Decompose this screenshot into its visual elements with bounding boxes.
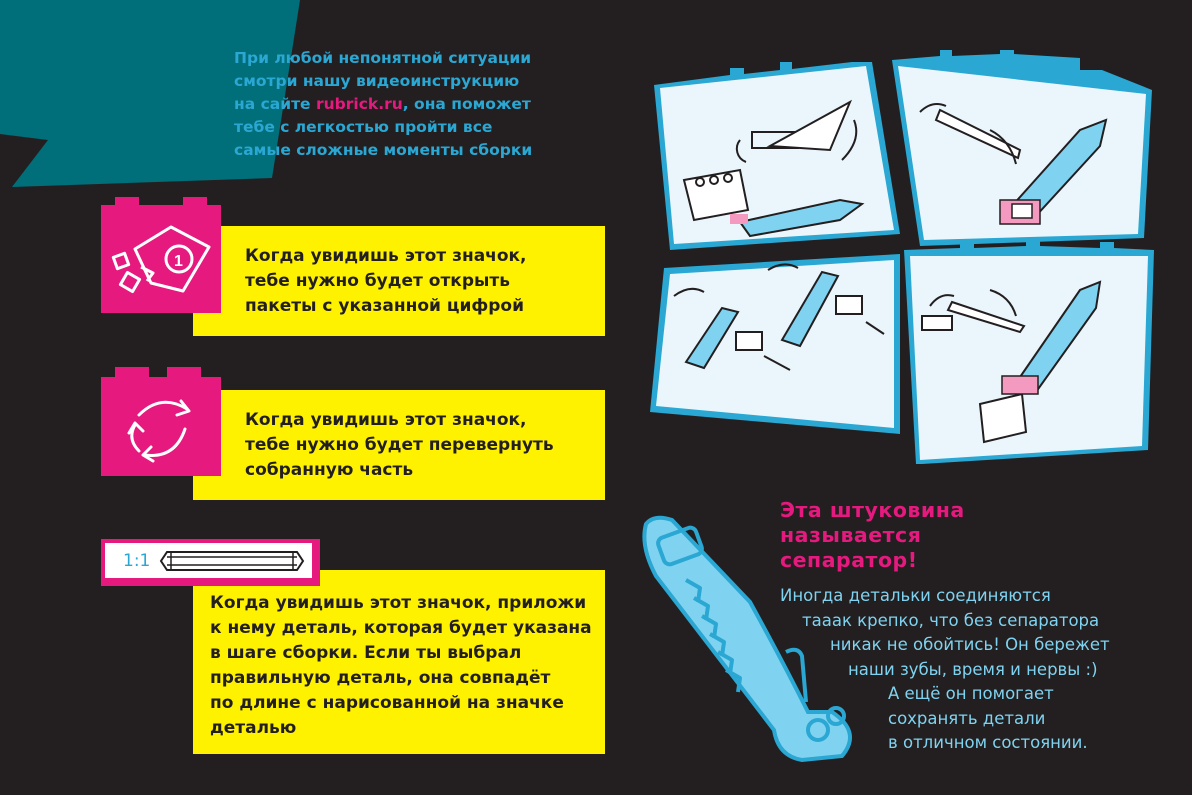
heading-line: называется	[780, 523, 922, 547]
panel-top-left	[654, 62, 900, 250]
para-line: наши зубы, время и нервы :)	[848, 659, 1098, 679]
para-line: в отличном состоянии.	[888, 733, 1088, 752]
intro-line: При любой непонятной ситуации	[234, 49, 532, 67]
note-line: в шаге сборки. Если ты выбрал	[210, 643, 522, 663]
para-line: никак не обойтись! Он бережет	[830, 635, 1110, 654]
note-line: собранную часть	[245, 460, 414, 480]
panel-bottom-left	[650, 254, 900, 434]
separator-description	[780, 584, 1170, 756]
note-line: тебе нужно будет перевернуть	[245, 435, 554, 455]
note-flip	[193, 390, 605, 500]
separator-heading	[780, 498, 1040, 573]
packet-number: 1	[174, 253, 183, 270]
para-line: А ещё он помогает	[888, 684, 1054, 703]
note-line: тебе нужно будет открыть	[245, 271, 510, 291]
para-line: сохранять детали	[888, 708, 1046, 728]
intro-line	[234, 93, 594, 116]
note-line: деталью	[210, 718, 297, 738]
scale-label: 1:1	[123, 551, 151, 571]
intro-text-fragment: , она поможет	[402, 95, 531, 113]
scale-part-icon	[101, 539, 320, 586]
para-line: Иногда детальки соединяются	[780, 586, 1051, 605]
note-line: к нему деталь, которая будет указана	[210, 618, 592, 638]
intro-text	[234, 47, 594, 162]
note-line: по длине с нарисованной на значке	[210, 693, 564, 713]
panel-top-right	[892, 50, 1152, 246]
intro-line: самые сложные моменты сборки	[234, 141, 533, 159]
note-line: Когда увидишь этот значок,	[245, 246, 527, 266]
note-open-packet	[193, 226, 605, 336]
open-packet-icon	[101, 205, 221, 313]
flip-arrows-icon	[101, 377, 221, 476]
note-scale	[193, 570, 605, 754]
note-line: пакеты с указанной цифрой	[245, 296, 525, 316]
instruction-illustration	[640, 50, 1160, 495]
note-line: Когда увидишь этот значок,	[245, 410, 527, 430]
note-line: правильную деталь, она совпадёт	[210, 668, 551, 688]
panel-bottom-right	[904, 240, 1154, 464]
intro-text-fragment: на сайте	[234, 95, 316, 113]
intro-line: тебе с легкостью пройти все	[234, 118, 493, 136]
intro-line: смотри нашу видеоинструкцию	[234, 72, 520, 90]
note-line: Когда увидишь этот значок, приложи	[210, 593, 587, 613]
heading-line: Эта штуковина	[780, 498, 965, 522]
para-line: тааак крепко, что без сепаратора	[802, 610, 1100, 630]
heading-line: сепаратор!	[780, 548, 918, 572]
website-link[interactable]: rubrick.ru	[315, 95, 403, 113]
